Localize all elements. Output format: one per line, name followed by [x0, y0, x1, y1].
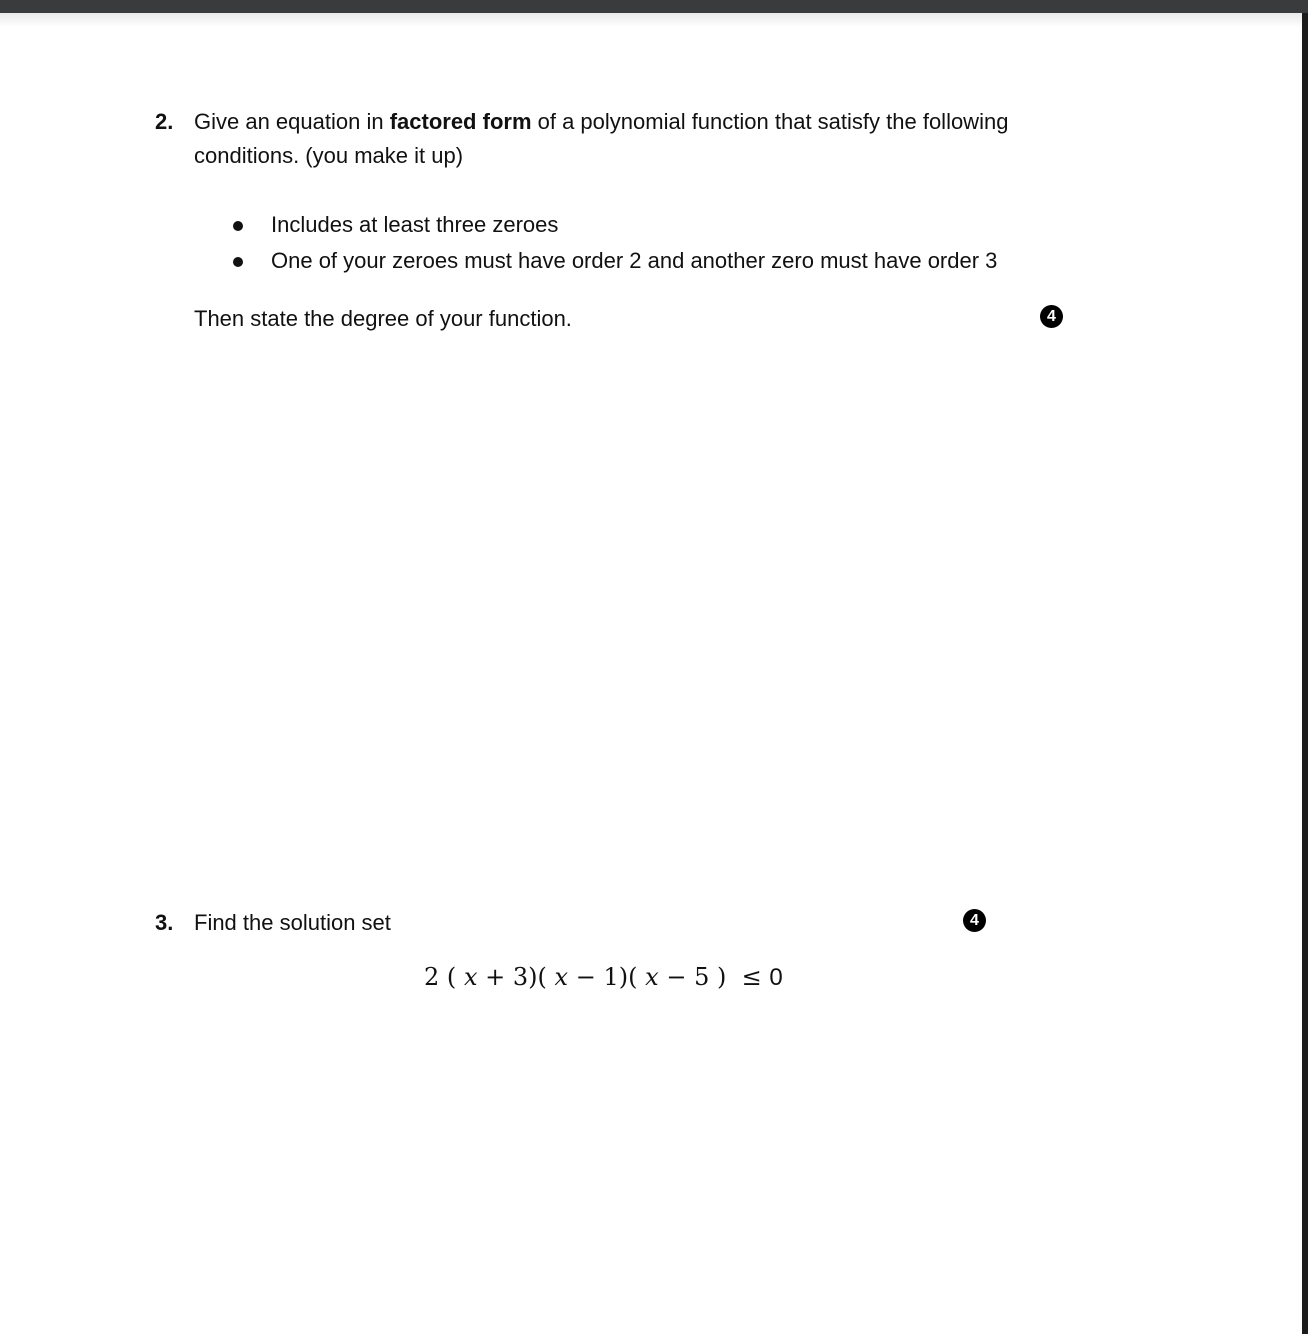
question-2-text-start: Give an equation in	[194, 109, 390, 134]
bullet-dot-2	[233, 257, 243, 267]
question-2-prompt	[194, 105, 1154, 173]
question-2-bold-term: factored form	[389, 109, 532, 134]
eq-paren: )(	[528, 963, 547, 991]
question-3-prompt: Find the solution set	[194, 910, 391, 935]
eq-variable-x: x	[645, 963, 659, 991]
eq-paren: )(	[618, 963, 638, 991]
question-2-text-line2: conditions. (you make it up)	[194, 143, 464, 168]
eq-right-hand-side: 0	[769, 964, 783, 991]
question-2-closing: Then state the degree of your function.	[194, 306, 572, 331]
page-right-edge	[1302, 13, 1308, 1334]
eq-operator: −	[666, 963, 687, 991]
eq-paren: )	[716, 963, 727, 991]
eq-variable-x: x	[554, 963, 569, 991]
question-2-text-end: of a polynomial function that satisfy the following	[531, 109, 1009, 134]
eq-relation: ≤	[741, 963, 762, 991]
document-page	[0, 13, 1302, 1334]
eq-constant: 3	[512, 963, 529, 991]
eq-operator: −	[575, 963, 596, 991]
bullet-item-1: Includes at least three zeroes	[271, 212, 559, 237]
eq-coefficient: 2	[424, 963, 440, 991]
question-2-number: 2.	[155, 109, 174, 134]
eq-constant: 5	[694, 963, 710, 991]
window-top-bar	[0, 0, 1308, 13]
bullet-item-2: One of your zeroes must have order 2 and another zero must have order 3	[271, 248, 998, 273]
question-2-points-badge: 4	[1040, 305, 1063, 328]
question-3-number: 3.	[155, 910, 174, 935]
eq-constant: 1	[603, 963, 619, 991]
bullet-dot-1	[233, 221, 243, 231]
question-3-points-badge: 4	[963, 909, 986, 932]
eq-variable-x: x	[463, 963, 478, 991]
eq-paren: (	[446, 963, 457, 991]
eq-operator: +	[485, 963, 506, 991]
inequality-equation	[424, 960, 783, 995]
